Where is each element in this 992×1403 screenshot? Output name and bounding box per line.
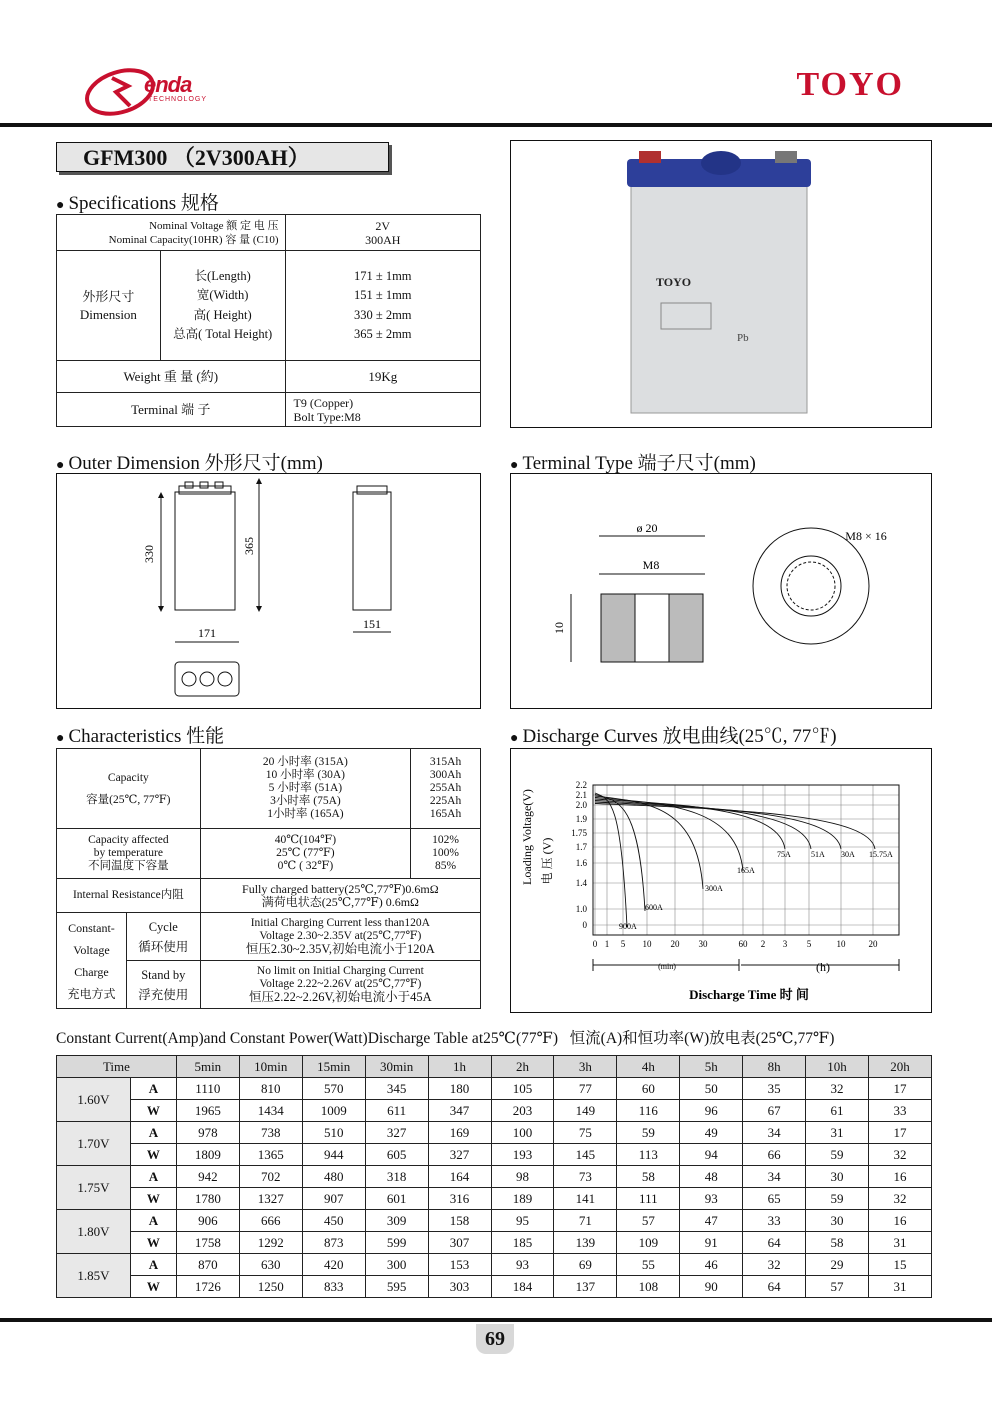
x-tick-labels [593, 939, 878, 949]
x-tick-label: 60 [738, 939, 748, 949]
value-cell: 94 [680, 1144, 743, 1166]
value-cell: 30 [806, 1166, 869, 1188]
chart-grid [593, 785, 899, 935]
value-cell: 630 [239, 1254, 302, 1276]
value-cell: 510 [302, 1122, 365, 1144]
charge-method-label: Constant- Voltage Charge 充电方式 [57, 913, 127, 1009]
battery-photo [510, 140, 932, 428]
value-cell: 50 [680, 1078, 743, 1100]
value-cell: 810 [239, 1078, 302, 1100]
value-cell: 113 [617, 1144, 680, 1166]
unit-cell: A [130, 1210, 176, 1232]
value-cell: 180 [428, 1078, 491, 1100]
value-cell: 98 [491, 1166, 554, 1188]
dimension-keys: 长(Length) 宽(Width) 高( Height) 总高( Total Height) [160, 251, 285, 361]
dimension-label: 外形尺寸 Dimension [57, 251, 161, 361]
column-header: 1h [428, 1056, 491, 1078]
value-cell: 203 [491, 1100, 554, 1122]
value-cell: 58 [806, 1232, 869, 1254]
standby-label: Stand by 浮充使用 [126, 961, 200, 1009]
value-cell: 1758 [176, 1232, 239, 1254]
value-cell: 833 [302, 1276, 365, 1298]
value-cell: 702 [239, 1166, 302, 1188]
internal-resistance-label: Internal Resistance内阻 [57, 879, 201, 913]
unit-cell: A [130, 1166, 176, 1188]
value-cell: 109 [617, 1232, 680, 1254]
value-cell: 58 [617, 1166, 680, 1188]
discharge-curve [595, 795, 645, 912]
capacity-rates: 20 小时率 (315A) 10 小时率 (30A) 5 小时率 (51A) 3小时率 (75A) 1小时率 (165A) [200, 749, 410, 829]
value-cell: 141 [554, 1188, 617, 1210]
value-cell: 1009 [302, 1100, 365, 1122]
discharge-curve-lines [595, 793, 875, 927]
discharge-curve [595, 793, 627, 927]
value-cell: 149 [554, 1100, 617, 1122]
value-cell: 870 [176, 1254, 239, 1276]
toyo-logo: TOYO [796, 66, 904, 103]
photo-pb: Pb [737, 332, 749, 344]
value-cell: 164 [428, 1166, 491, 1188]
value-cell: 738 [239, 1122, 302, 1144]
value-cell: 1780 [176, 1188, 239, 1210]
header-rule [0, 123, 992, 127]
discharge-curve [595, 798, 743, 872]
value-cell: 480 [302, 1166, 365, 1188]
cycle-label: Cycle 循环使用 [126, 913, 200, 961]
value-cell: 1726 [176, 1276, 239, 1298]
temperature-label: Capacity affected by temperature 不同温度下容量 [57, 829, 201, 879]
cycle-text: Initial Charging Current less than120A Voltage 2.30~2.35V at(25℃,77℉) 恒压2.30~2.35V,初始电流小于120A [200, 913, 480, 961]
y-tick-labels [571, 780, 587, 930]
value-cell: 307 [428, 1232, 491, 1254]
enda-tagline: TECHNOLOGY [148, 96, 208, 103]
unit-cell: W [130, 1276, 176, 1298]
value-cell: 942 [176, 1166, 239, 1188]
height-365-label: 365 [242, 537, 256, 555]
height-330-label: 330 [142, 545, 156, 563]
table-row [57, 1276, 932, 1298]
column-header: 30min [365, 1056, 428, 1078]
value-cell: 33 [869, 1100, 932, 1122]
weight-label: Weight 重 量 (約) [57, 361, 286, 393]
voltage-cell: 1.75V [57, 1166, 131, 1210]
discharge-curves-heading: ● Discharge Curves 放电曲线(25℃, 77℉) [510, 726, 837, 747]
voltage-cell: 1.85V [57, 1254, 131, 1298]
capacity-label: Capacity 容量(25℃, 77℉) [57, 749, 201, 829]
min-label: (min) [658, 962, 676, 971]
value-cell: 1292 [239, 1232, 302, 1254]
width-171-label: 171 [198, 626, 216, 640]
value-cell: 105 [491, 1078, 554, 1100]
value-cell: 73 [554, 1166, 617, 1188]
discharge-table-title: Constant Current(Amp)and Constant Power(Watt)Discharge Table at25℃(77℉) 恒流(A)和恒功率(W)放电表(25℃,77℉) [56, 1030, 835, 1047]
voltage-cell: 1.80V [57, 1210, 131, 1254]
width-151-label: 151 [363, 617, 381, 631]
value-cell: 169 [428, 1122, 491, 1144]
value-cell: 59 [617, 1122, 680, 1144]
value-cell: 153 [428, 1254, 491, 1276]
column-header: 5min [176, 1056, 239, 1078]
value-cell: 15 [869, 1254, 932, 1276]
characteristics-table [56, 748, 481, 1009]
value-cell: 30 [806, 1210, 869, 1232]
voltage-cell: 1.60V [57, 1078, 131, 1122]
x-tick-label: 2 [760, 939, 766, 949]
value-cell: 420 [302, 1254, 365, 1276]
table-row [57, 1210, 932, 1232]
value-cell: 185 [491, 1232, 554, 1254]
terminal-value: T9 (Copper) Bolt Type:M8 [285, 393, 480, 427]
value-cell: 1965 [176, 1100, 239, 1122]
value-cell: 599 [365, 1232, 428, 1254]
ylabel: Loading Voltage(V) [520, 789, 534, 885]
y-tick-label: 2.1 [575, 790, 587, 800]
value-cell: 347 [428, 1100, 491, 1122]
value-cell: 450 [302, 1210, 365, 1232]
capacity-values: 315Ah 300Ah 255Ah 225Ah 165Ah [411, 749, 481, 829]
value-cell: 64 [743, 1276, 806, 1298]
terminal-label: Terminal 端 子 [57, 393, 286, 427]
value-cell: 944 [302, 1144, 365, 1166]
x-tick-label: 30 [698, 939, 708, 949]
value-cell: 327 [365, 1122, 428, 1144]
value-cell: 137 [554, 1276, 617, 1298]
value-cell: 64 [743, 1232, 806, 1254]
x-tick-label: 20 [670, 939, 680, 949]
value-cell: 611 [365, 1100, 428, 1122]
value-cell: 66 [743, 1144, 806, 1166]
x-tick-label: 5 [620, 939, 626, 949]
value-cell: 90 [680, 1276, 743, 1298]
value-cell: 29 [806, 1254, 869, 1276]
page-number: 69 [476, 1324, 514, 1354]
curve-label: 165A [737, 866, 755, 875]
value-cell: 116 [617, 1100, 680, 1122]
table-row [57, 1100, 932, 1122]
value-cell: 31 [869, 1276, 932, 1298]
value-cell: 69 [554, 1254, 617, 1276]
value-cell: 57 [617, 1210, 680, 1232]
value-cell: 193 [491, 1144, 554, 1166]
weight-value: 19Kg [285, 361, 480, 393]
value-cell: 67 [743, 1100, 806, 1122]
x-tick-label: 20 [868, 939, 878, 949]
table-row [57, 1254, 932, 1276]
y-tick-label: 0 [582, 920, 587, 930]
column-header: 3h [554, 1056, 617, 1078]
x-tick-label: 1 [604, 939, 610, 949]
curve-label: 75A [777, 850, 791, 859]
value-cell: 318 [365, 1166, 428, 1188]
enda-wordmark: enda [144, 72, 192, 97]
value-cell: 75 [554, 1122, 617, 1144]
value-cell: 93 [680, 1188, 743, 1210]
value-cell: 49 [680, 1122, 743, 1144]
y-tick-label: 1.7 [575, 842, 587, 852]
value-cell: 35 [743, 1078, 806, 1100]
specifications-heading: ● Specifications 规格 [56, 193, 219, 214]
y-tick-label: 1.9 [575, 814, 587, 824]
unit-cell: A [130, 1122, 176, 1144]
table-row [57, 1144, 932, 1166]
column-header: 20h [869, 1056, 932, 1078]
value-cell: 16 [869, 1166, 932, 1188]
value-cell: 59 [806, 1144, 869, 1166]
value-cell: 60 [617, 1078, 680, 1100]
value-cell: 34 [743, 1122, 806, 1144]
value-cell: 1250 [239, 1276, 302, 1298]
value-cell: 32 [743, 1254, 806, 1276]
diameter-20-label: ø 20 [636, 521, 658, 535]
curve-labels [619, 850, 893, 931]
value-cell: 184 [491, 1276, 554, 1298]
table-row [57, 1232, 932, 1254]
m8-label: M8 [642, 558, 660, 572]
value-cell: 327 [428, 1144, 491, 1166]
outer-dimension-heading: ● Outer Dimension 外形尺寸(mm) [56, 453, 323, 474]
curve-label: 15.75A [869, 850, 893, 859]
curve-label: 600A [645, 903, 663, 912]
value-cell: 906 [176, 1210, 239, 1232]
temperature-conditions: 40℃(104℉) 25℃ (77℉) 0℃ ( 32℉) [200, 829, 410, 879]
value-cell: 33 [743, 1210, 806, 1232]
h-label: (h) [816, 960, 830, 974]
value-cell: 873 [302, 1232, 365, 1254]
value-cell: 309 [365, 1210, 428, 1232]
temperature-values: 102% 100% 85% [411, 829, 481, 879]
value-cell: 158 [428, 1210, 491, 1232]
m8x16-label: M8 × 16 [845, 529, 887, 543]
y-tick-label: 1.4 [575, 878, 587, 888]
value-cell: 31 [806, 1122, 869, 1144]
value-cell: 17 [869, 1078, 932, 1100]
height-10-label: 10 [552, 622, 566, 634]
x-tick-label: 10 [642, 939, 652, 949]
value-cell: 32 [869, 1188, 932, 1210]
characteristics-heading: ● Characteristics 性能 [56, 726, 225, 747]
value-cell: 601 [365, 1188, 428, 1210]
value-cell: 93 [491, 1254, 554, 1276]
value-cell: 570 [302, 1078, 365, 1100]
x-tick-label: 3 [782, 939, 788, 949]
unit-cell: A [130, 1254, 176, 1276]
table-row [57, 1188, 932, 1210]
value-cell: 47 [680, 1210, 743, 1232]
value-cell: 17 [869, 1122, 932, 1144]
value-cell: 316 [428, 1188, 491, 1210]
value-cell: 1110 [176, 1078, 239, 1100]
voltage-cell: 1.70V [57, 1122, 131, 1166]
y-tick-label: 2.2 [575, 780, 587, 790]
column-header: 8h [743, 1056, 806, 1078]
value-cell: 303 [428, 1276, 491, 1298]
value-cell: 59 [806, 1188, 869, 1210]
value-cell: 55 [617, 1254, 680, 1276]
value-cell: 345 [365, 1078, 428, 1100]
discharge-curves-chart [510, 748, 932, 1013]
standby-text: No limit on Initial Charging Current Voltage 2.22~2.26V at(25℃,77℉) 恒压2.22~2.26V,初始电流小于45A [200, 961, 480, 1009]
value-cell: 1327 [239, 1188, 302, 1210]
curve-label: 300A [705, 884, 723, 893]
value-cell: 189 [491, 1188, 554, 1210]
value-cell: 145 [554, 1144, 617, 1166]
x-tick-label: 10 [836, 939, 846, 949]
value-cell: 139 [554, 1232, 617, 1254]
value-cell: 978 [176, 1122, 239, 1144]
terminal-type-heading: ● Terminal Type 端子尺寸(mm) [510, 453, 756, 474]
value-cell: 65 [743, 1188, 806, 1210]
unit-cell: W [130, 1188, 176, 1210]
curve-label: 30A [841, 850, 855, 859]
nominal-labels: Nominal Voltage 额 定 电 压 Nominal Capacity(10HR) 容 量 (C10) [57, 215, 286, 251]
column-header: 4h [617, 1056, 680, 1078]
column-header: 15min [302, 1056, 365, 1078]
column-header: 2h [491, 1056, 554, 1078]
footer-rule [0, 1318, 992, 1322]
specifications-table [56, 214, 481, 427]
nominal-values: 2V 300AH [285, 215, 480, 251]
value-cell: 300 [365, 1254, 428, 1276]
enda-logo [82, 58, 242, 118]
value-cell: 108 [617, 1276, 680, 1298]
table-row [57, 1078, 932, 1100]
plot-frame [593, 785, 899, 935]
discharge-table [56, 1055, 932, 1298]
value-cell: 46 [680, 1254, 743, 1276]
unit-cell: W [130, 1144, 176, 1166]
value-cell: 31 [869, 1232, 932, 1254]
column-header: 10min [239, 1056, 302, 1078]
value-cell: 16 [869, 1210, 932, 1232]
dimension-values: 171 ± 1mm 151 ± 1mm 330 ± 2mm 365 ± 2mm [285, 251, 480, 361]
value-cell: 32 [806, 1078, 869, 1100]
outer-dimension-drawing [56, 473, 481, 709]
value-cell: 48 [680, 1166, 743, 1188]
curve-label: 900A [619, 922, 637, 931]
value-cell: 1434 [239, 1100, 302, 1122]
column-header: 5h [680, 1056, 743, 1078]
value-cell: 1365 [239, 1144, 302, 1166]
value-cell: 1809 [176, 1144, 239, 1166]
value-cell: 595 [365, 1276, 428, 1298]
column-header: 10h [806, 1056, 869, 1078]
value-cell: 95 [491, 1210, 554, 1232]
value-cell: 32 [869, 1144, 932, 1166]
internal-resistance-value: Fully charged battery(25℃,77℉)0.6mΩ 满荷电状态(25℃,77℉) 0.6mΩ [200, 879, 480, 913]
model-title: GFM300 （2V300AH） [56, 142, 389, 172]
unit-cell: W [130, 1232, 176, 1254]
y-tick-label: 1.75 [571, 828, 587, 838]
unit-cell: W [130, 1100, 176, 1122]
xlabel: Discharge Time 时 间 [689, 987, 809, 1002]
y-tick-label: 2.0 [575, 800, 587, 810]
value-cell: 111 [617, 1188, 680, 1210]
value-cell: 100 [491, 1122, 554, 1144]
y-tick-label: 1.6 [575, 858, 587, 868]
ylabel-cn: 电 压 (V) [540, 837, 554, 885]
x-tick-label: 0 [592, 939, 598, 949]
value-cell: 666 [239, 1210, 302, 1232]
value-cell: 96 [680, 1100, 743, 1122]
table-row [57, 1122, 932, 1144]
value-cell: 61 [806, 1100, 869, 1122]
curve-label: 51A [811, 850, 825, 859]
time-header: Time [57, 1056, 177, 1078]
value-cell: 907 [302, 1188, 365, 1210]
x-tick-label: 5 [806, 939, 812, 949]
value-cell: 605 [365, 1144, 428, 1166]
value-cell: 34 [743, 1166, 806, 1188]
value-cell: 71 [554, 1210, 617, 1232]
value-cell: 57 [806, 1276, 869, 1298]
value-cell: 77 [554, 1078, 617, 1100]
table-row [57, 1166, 932, 1188]
y-tick-label: 1.0 [575, 904, 587, 914]
terminal-type-drawing [510, 473, 932, 709]
value-cell: 91 [680, 1232, 743, 1254]
photo-label: TOYO [656, 275, 692, 289]
unit-cell: A [130, 1078, 176, 1100]
